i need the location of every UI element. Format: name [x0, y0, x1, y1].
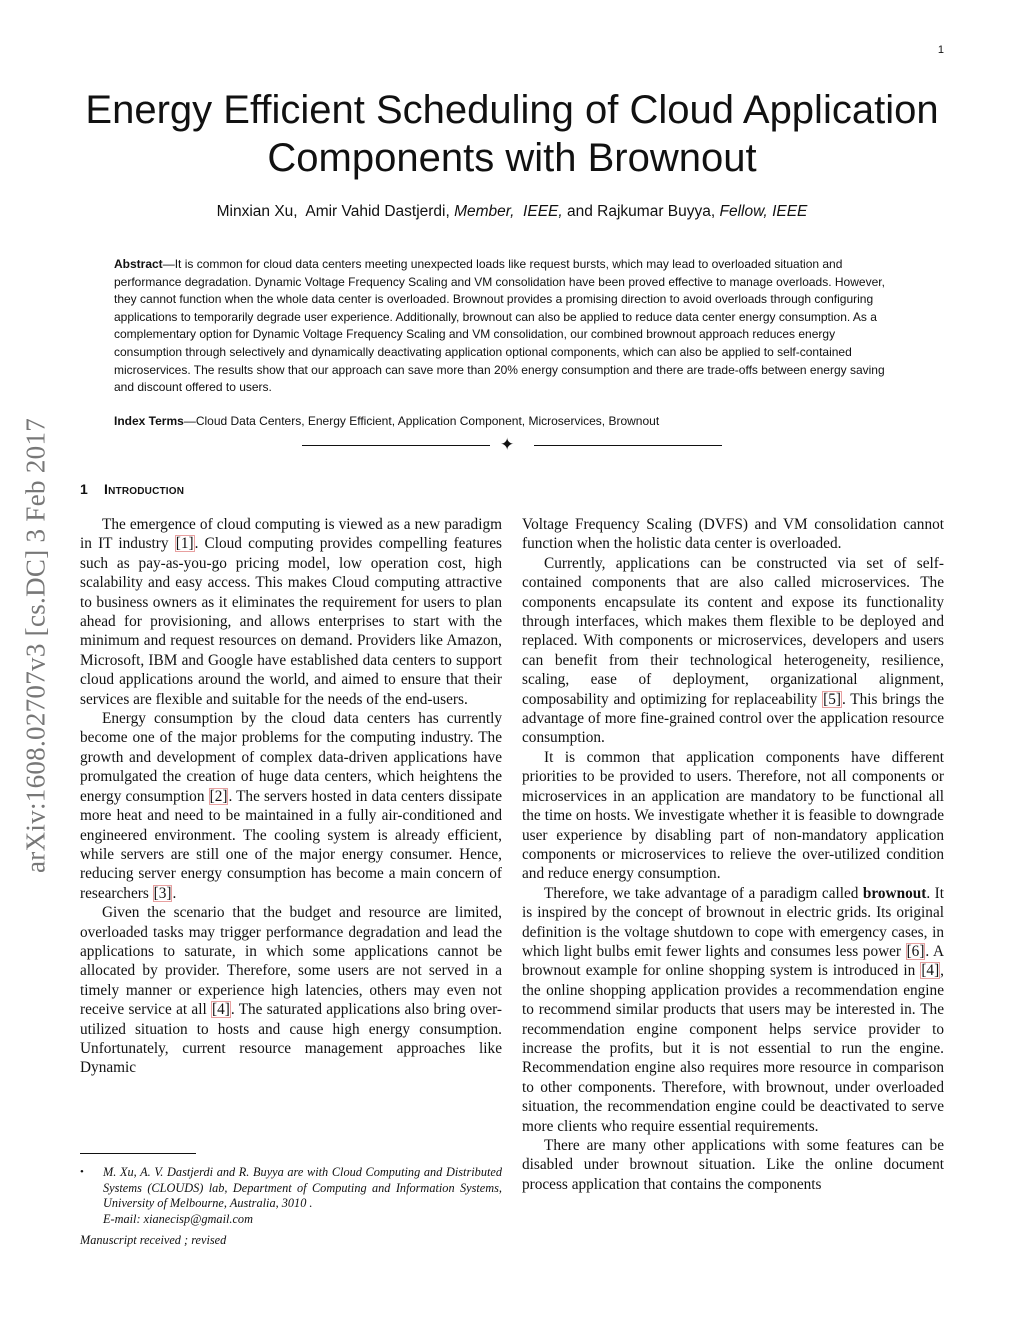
paragraph: The emergence of cloud computing is viewed as a new paradigm in IT industry [1]. Cloud computing provides compelling features such as pay-as-you-go pricing model, low operation cost, high scalability and easy access. This makes Cloud computing attractive to business owners as it eliminates the requirement for users to plan ahead for provisioning, and allows enterprises to start with the minimum and request resources on demand. Providers like Amazon, Microsoft, IBM and Google have established data centers to support cloud applications around the world, and aimed to ensure that their services are flexible and suitable for the needs of the end-users. [80, 516, 502, 708]
citation-link[interactable]: [3] [153, 884, 172, 902]
paragraph: Voltage Frequency Scaling (DVFS) and VM consolidation cannot function when the holistic data center is overloaded. [522, 516, 944, 553]
citation-link[interactable]: [4] [921, 962, 940, 980]
abstract-text: —It is common for cloud data centers meeting unexpected loads like request bursts, which may lead to overloaded situation and performance degradation. Dynamic Voltage Frequency Scaling and VM consolidation have been proved effective to manage overloads. However, they cannot function when the whole data center is overloaded. Brownout provides a promising direction to avoid overloads through configuring applications to temporarily degrade user experience. Additionally, brownout can also be applied to reduce data center energy consumption. As a complementary option for Dynamic Voltage Frequency Scaling and VM consolidation, our combined brownout approach reduces energy consumption through selectively and dynamically deactivating application optional components, which can also be applied to self-contained microservices. The results show that our approach can save more than 20% energy consumption and there are trade-offs between energy saving and discount offered to users. [114, 257, 885, 395]
author-dastjerdi-membership: Member, [454, 203, 515, 220]
divider-rule-right [534, 445, 722, 446]
paragraph: Energy consumption by the cloud data centers has currently become one of the major problems for the computing industry. The growth and development of complex data-driven applications have promulgated the creation of huge data centers, which heightens the energy consumption [2]. The servers hosted in data centers dissipate more heat and need to be maintained in a fully air-conditioned and engineered environment. The cooling system is already efficient, while servers are still one of the major energy consumer. Hence, reducing server energy consumption has become a main concern of researchers [3]. [80, 710, 502, 902]
author-footnote [80, 1165, 502, 1227]
citation-link[interactable]: [5] [823, 690, 841, 708]
abstract-label: Abstract [114, 257, 163, 271]
author-line [60, 203, 964, 221]
right-column [522, 515, 944, 1194]
footnote-text [103, 1165, 502, 1227]
bullet-icon: • [80, 1166, 84, 1178]
email-text: E-mail: xianecisp@gmail.com [103, 1211, 253, 1226]
index-terms [114, 413, 906, 430]
author-dastjerdi: Amir Vahid Dastjerdi, [305, 203, 450, 220]
author-dastjerdi-org: IEEE, [523, 203, 563, 220]
author-xu: Minxian Xu, [216, 203, 298, 220]
manuscript-note: Manuscript received ; revised [80, 1233, 227, 1247]
footnote-rule [80, 1153, 196, 1154]
section-heading [80, 481, 184, 497]
divider-star-icon: ✦ [500, 435, 515, 454]
abstract [114, 256, 906, 397]
bold-term: brownout [862, 884, 927, 902]
citation-link[interactable]: [2] [209, 787, 228, 805]
divider-rule-left [302, 445, 490, 446]
left-column [80, 515, 502, 1078]
index-terms-text: —Cloud Data Centers, Energy Efficient, Application Component, Microservices, Brownout [183, 414, 660, 428]
paragraph: Currently, applications can be constructed via set of self-contained components that are also called microservices. The components encapsulate its content and expose its functionality through interfaces, which makes them flexible to be deployed and replaced. With components or microservices, developers and users can benefit from their technological heterogeneity, resilience, scaling, ease of deployment, organizational alignment, composability and optimizing for replaceability [5]. This brings the advantage of more fine-grained control over the application resource consumption. [522, 554, 944, 747]
author-buyya-membership: Fellow, [719, 203, 768, 220]
page-number: 1 [937, 44, 944, 56]
paragraph: Therefore, we take advantage of a paradigm called brownout. It is inspired by the concept of brownout in electric grids. Its original definition is the voltage shutdown to cope with emergency cases, in which light bulbs emit fewer lights and consumes less power [6]. A brownout example for online shopping system is introduced in [4], the online shopping application provides a recommendation engine to recommend similar products that users may be interested in. The recommendation engine component helps service provider to increase the profits, but it is not essential to run the engine. Recommendation engine also requires more resource in comparison to other components. Therefore, with brownout, under overloaded situation, the recommendation engine could be deactivated to serve more clients who require essential requirements. [522, 884, 944, 1135]
citation-link[interactable]: [1] [175, 535, 194, 553]
author-buyya: and Rajkumar Buyya, [567, 203, 716, 220]
citation-link[interactable]: [4] [212, 1001, 230, 1019]
paragraph: Given the scenario that the budget and resource are limited, overloaded tasks may trigger performance degradation and lead the applications to saturate, in which some applications cannot be allocated by provider. Therefore, some users are not served in a timely manner or experience high latencies, others may even not receive service at all [4]. The saturated applications also bring over-utilized situation to hosts and cause high energy consumption. Unfortunately, current resource management approaches like Dynamic [80, 904, 502, 1077]
paragraph: It is common that application components have different priorities to be provided to users. Therefore, not all components or microservices in an application are mandatory to be functional all the time on hosts. We investigate whether it is feasible to downgrade user experience by disabling part of non-mandatory application components or microservices to relieve the over-utilized condition and reduce energy consumption. [522, 748, 944, 883]
section-divider [302, 437, 722, 455]
section-number: 1 [80, 481, 88, 497]
author-buyya-org: IEEE [772, 203, 808, 220]
affiliation-text: M. Xu, A. V. Dastjerdi and R. Buyya are with Cloud Computing and Distributed Systems (CLOUDS) lab, Department of Computing and Information Systems, University of Melbourne, Australia, 3010 . [103, 1165, 502, 1211]
arxiv-identifier[interactable]: arXiv:1608.02707v3 [cs.DC] 3 Feb 2017 [20, 417, 51, 873]
paper-title: Energy Efficient Scheduling of Cloud Application Components with Brownout [85, 88, 939, 180]
section-title: Introduction [104, 481, 185, 497]
paragraph: There are many other applications with some features can be disabled under brownout situation. Like the online document process application that contains the components [522, 1137, 944, 1193]
index-terms-label: Index Terms [114, 414, 184, 428]
citation-link[interactable]: [6] [906, 942, 925, 960]
